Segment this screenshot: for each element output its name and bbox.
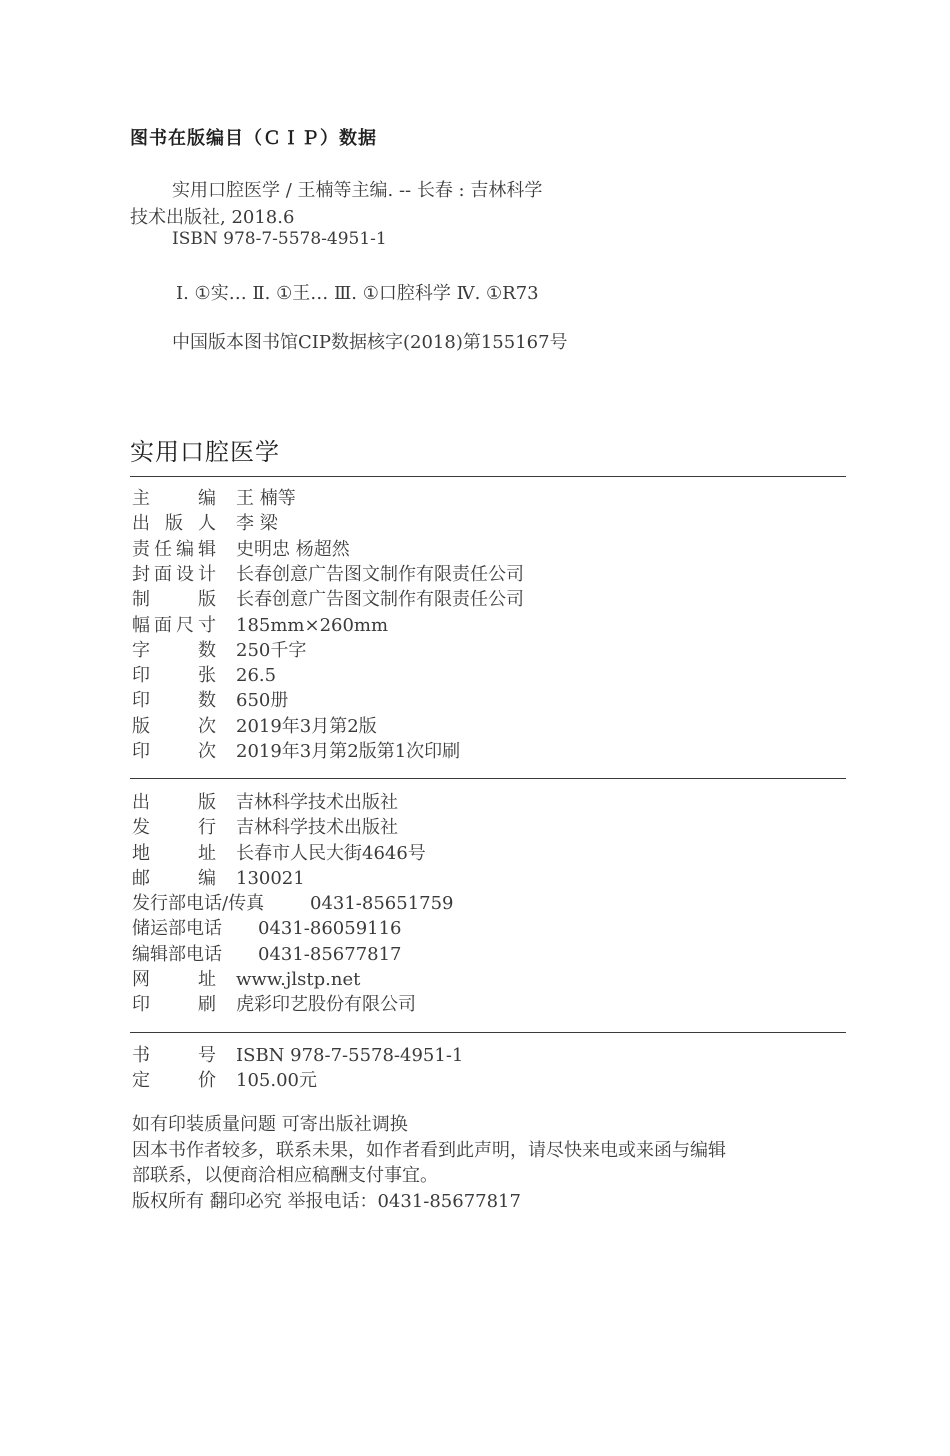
credit-value: 185mm×260mm	[236, 614, 389, 636]
credit-label	[132, 663, 216, 688]
publisher-value: 长春市人民大街4646号	[236, 842, 426, 864]
phone-value: 0431-85677817	[258, 943, 402, 965]
credit-label	[132, 688, 216, 713]
credit-label-char: 次	[198, 715, 216, 737]
credit-value: 250千字	[236, 639, 307, 661]
credit-label	[132, 562, 216, 587]
phone-label: 编辑部电话	[132, 943, 222, 965]
publisher-label-char: 版	[198, 792, 216, 813]
pricing-value: ISBN 978-7-5578-4951-1	[236, 1045, 464, 1066]
publisher-value: 吉林科学技术出版社	[236, 792, 398, 813]
credit-label-char: 主	[132, 488, 150, 509]
pricing-label-char: 价	[198, 1070, 216, 1092]
credit-label-char: 寸	[198, 614, 216, 636]
credits-divider	[130, 778, 846, 779]
publisher-value: 虎彩印艺股份有限公司	[236, 994, 416, 1016]
phone-label: 储运部电话	[132, 918, 222, 940]
credit-value: 长春创意广告图文制作有限责任公司	[236, 589, 524, 611]
credit-label-char: 编	[198, 488, 216, 509]
publisher-label-char: 编	[198, 867, 216, 889]
credit-value: 650册	[236, 690, 289, 712]
publisher-label-char: 网	[132, 969, 150, 990]
title-divider	[130, 476, 846, 477]
credit-label-char: 面	[154, 614, 172, 636]
cip-publisher-line: 技术出版社, 2018.6	[130, 207, 295, 228]
credit-label-char: 版	[198, 589, 216, 611]
author-statement-line2: 部联系，以便商洽相应稿酬支付事宜。	[132, 1165, 438, 1186]
credit-label-char: 数	[198, 639, 216, 661]
credit-value: 王 楠等	[236, 488, 296, 509]
publisher-label-char: 刷	[198, 994, 216, 1016]
credit-label-char: 出	[132, 513, 150, 535]
credit-label-char: 编	[176, 538, 194, 560]
publisher-label	[132, 992, 216, 1017]
publisher-value: 130021	[236, 867, 305, 889]
credit-value: 李 梁	[236, 513, 278, 535]
credit-label	[132, 613, 216, 638]
pricing-label-char: 定	[132, 1070, 150, 1092]
publisher-label	[132, 841, 216, 866]
credit-label-char: 制	[132, 589, 150, 611]
cip-classification: Ⅰ. ①实… Ⅱ. ①王… Ⅲ. ①口腔科学 Ⅳ. ①R73	[176, 283, 539, 304]
credit-label-char: 人	[198, 513, 216, 535]
pricing-label	[132, 1043, 216, 1068]
credit-label-char: 印	[132, 741, 150, 762]
publisher-label-char: 行	[198, 817, 216, 839]
credit-label-char: 设	[176, 563, 194, 585]
publisher-label	[132, 866, 216, 891]
publisher-label	[132, 790, 216, 815]
credit-label-char: 字	[132, 639, 150, 661]
publisher-label	[132, 967, 216, 992]
credit-label-char: 印	[132, 665, 150, 687]
credit-label-char: 责	[132, 538, 150, 560]
credit-label-char: 数	[198, 690, 216, 712]
credit-value: 2019年3月第2版	[236, 715, 377, 737]
pricing-label-char: 书	[132, 1045, 150, 1066]
cip-heading: 图书在版编目（ＣＩＰ）数据	[130, 128, 377, 149]
credit-label-char: 幅	[132, 614, 150, 636]
cip-isbn: ISBN 978-7-5578-4951-1	[172, 229, 387, 249]
book-title: 实用口腔医学	[130, 438, 280, 466]
credit-label-char: 印	[132, 690, 150, 712]
credit-value: 26.5	[236, 665, 277, 687]
cip-bibliographic-line: 实用口腔医学 / 王楠等主编. -- 长春 : 吉林科学	[172, 180, 543, 201]
credit-label-char: 任	[154, 538, 172, 560]
author-statement-line1: 因本书作者较多，联系未果，如作者看到此声明，请尽快来电或来函与编辑	[132, 1140, 726, 1161]
credit-label	[132, 739, 216, 764]
publisher-label	[132, 815, 216, 840]
pricing-label-char: 号	[198, 1045, 216, 1066]
credit-value: 2019年3月第2版第1次印刷	[236, 741, 461, 762]
publisher-label-char: 印	[132, 994, 150, 1016]
publisher-label-char: 址	[198, 842, 216, 864]
pricing-value: 105.00元	[236, 1070, 317, 1092]
credit-label-char: 面	[154, 563, 172, 585]
publisher-divider	[130, 1032, 846, 1033]
credit-label-char: 尺	[176, 614, 194, 636]
publisher-label-char: 邮	[132, 867, 150, 889]
credit-label-char: 辑	[198, 538, 216, 560]
phone-label: 发行部电话/传真	[132, 893, 265, 914]
credit-label	[132, 638, 216, 663]
publisher-label-char: 发	[132, 817, 150, 839]
credit-value: 长春创意广告图文制作有限责任公司	[236, 563, 524, 585]
cip-record-number: 中国版本图书馆CIP数据核字(2018)第155167号	[172, 332, 568, 353]
publisher-value: www.jlstp.net	[236, 969, 361, 990]
publisher-value: 吉林科学技术出版社	[236, 817, 398, 839]
credit-label-char: 次	[198, 741, 216, 762]
credit-label	[132, 714, 216, 739]
phone-value: 0431-85651759	[310, 893, 454, 914]
credit-label	[132, 486, 216, 511]
credit-label-char: 计	[198, 563, 216, 585]
credit-label-char: 封	[132, 563, 150, 585]
quality-note: 如有印装质量问题 可寄出版社调换	[132, 1114, 408, 1135]
publisher-label-char: 地	[132, 842, 150, 864]
credit-value: 史明忠 杨超然	[236, 538, 350, 560]
credit-label-char: 张	[198, 665, 216, 687]
credit-label	[132, 587, 216, 612]
credit-label	[132, 511, 216, 536]
phone-value: 0431-86059116	[258, 918, 402, 940]
pricing-label	[132, 1068, 216, 1093]
credit-label	[132, 537, 216, 562]
publisher-label-char: 出	[132, 792, 150, 813]
copyright-note: 版权所有 翻印必究 举报电话：0431-85677817	[132, 1191, 521, 1212]
credit-label-char: 版	[165, 513, 183, 535]
publisher-label-char: 址	[198, 969, 216, 990]
credit-label-char: 版	[132, 715, 150, 737]
